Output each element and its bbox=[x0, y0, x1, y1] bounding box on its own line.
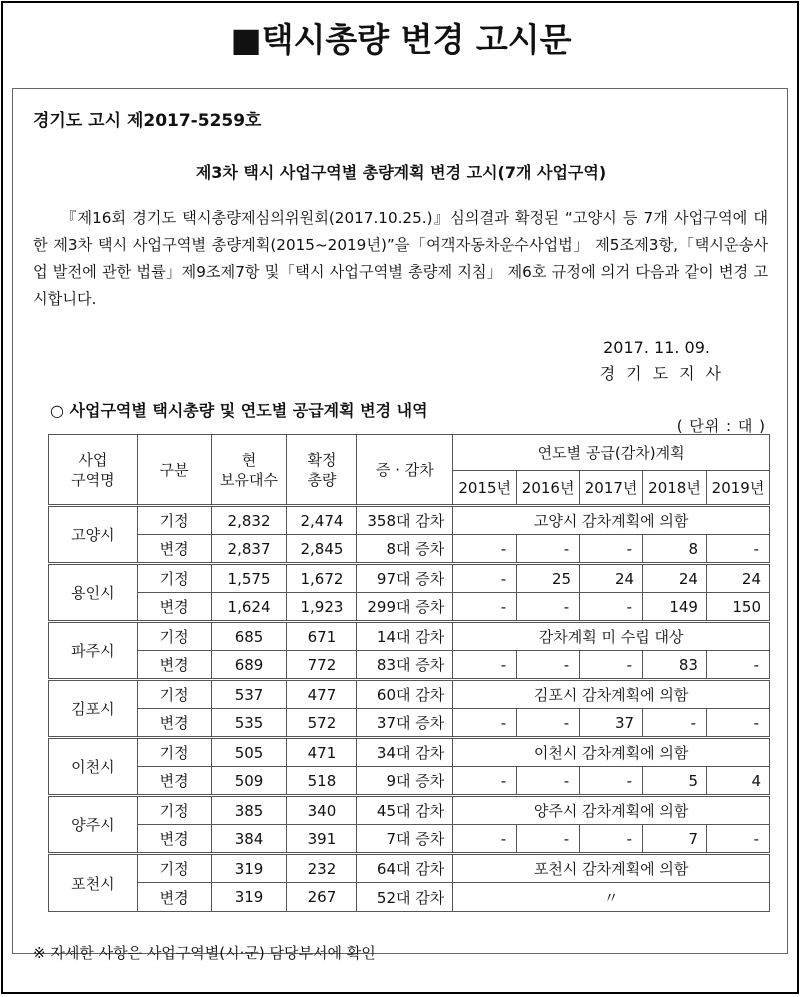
table-row bbox=[49, 593, 770, 622]
change-cell: 358대 감차 bbox=[357, 506, 453, 535]
header-year: 2018년 bbox=[643, 471, 707, 506]
year-plan-cell: - bbox=[453, 709, 517, 738]
change-cell: 299대 증차 bbox=[357, 593, 453, 622]
year-plan-cell: 5 bbox=[643, 767, 707, 796]
plan-note-cell: 이천시 감차계획에 의함 bbox=[453, 738, 770, 767]
year-plan-cell: 149 bbox=[643, 593, 707, 622]
confirmed-total-cell: 572 bbox=[287, 709, 357, 738]
plan-note-cell: 감차계획 미 수립 대상 bbox=[453, 622, 770, 651]
type-cell: 변경 bbox=[137, 883, 211, 912]
type-cell: 변경 bbox=[137, 593, 211, 622]
current-count-cell: 319 bbox=[211, 854, 287, 883]
change-cell: 7대 증차 bbox=[357, 825, 453, 854]
change-cell: 60대 감차 bbox=[357, 680, 453, 709]
change-cell: 34대 감차 bbox=[357, 738, 453, 767]
area-name-cell: 고양시 bbox=[49, 506, 138, 564]
year-plan-cell: - bbox=[453, 825, 517, 854]
header-year: 2015년 bbox=[453, 471, 517, 506]
header-confirmed bbox=[287, 435, 357, 506]
year-plan-cell: - bbox=[453, 767, 517, 796]
unit-label: ( 단위 : 대 ) bbox=[676, 417, 766, 435]
section-heading: ○ 사업구역별 택시총량 및 연도별 공급계획 변경 내역 bbox=[50, 401, 428, 420]
plan-note-cell: 포천시 감차계획에 의함 bbox=[453, 854, 770, 883]
confirmed-total-cell: 232 bbox=[287, 854, 357, 883]
year-plan-cell: - bbox=[517, 593, 580, 622]
confirmed-total-cell: 267 bbox=[287, 883, 357, 912]
year-plan-cell: 83 bbox=[643, 651, 707, 680]
table-row bbox=[49, 738, 770, 767]
current-count-cell: 535 bbox=[211, 709, 287, 738]
year-plan-cell: - bbox=[453, 535, 517, 564]
year-plan-cell: - bbox=[706, 651, 769, 680]
current-count-cell: 1,575 bbox=[211, 564, 287, 593]
area-name-cell: 용인시 bbox=[49, 564, 138, 622]
header-current-line2: 보유대수 bbox=[220, 470, 279, 489]
table-row bbox=[49, 796, 770, 825]
confirmed-total-cell: 1,923 bbox=[287, 593, 357, 622]
table-row bbox=[49, 564, 770, 593]
change-cell: 9대 증차 bbox=[357, 767, 453, 796]
confirmed-total-cell: 1,672 bbox=[287, 564, 357, 593]
year-plan-cell: - bbox=[517, 709, 580, 738]
area-name-cell: 파주시 bbox=[49, 622, 138, 680]
area-name-cell: 양주시 bbox=[49, 796, 138, 854]
year-plan-cell: 7 bbox=[643, 825, 707, 854]
table-row bbox=[49, 709, 770, 738]
type-cell: 변경 bbox=[137, 535, 211, 564]
change-cell: 45대 감차 bbox=[357, 796, 453, 825]
year-plan-cell: 37 bbox=[580, 709, 643, 738]
header-current-line1: 현 bbox=[241, 450, 257, 469]
confirmed-total-cell: 2,845 bbox=[287, 535, 357, 564]
current-count-cell: 689 bbox=[211, 651, 287, 680]
current-count-cell: 384 bbox=[211, 825, 287, 854]
notice-signer: 경기도지사 bbox=[599, 364, 732, 383]
type-cell: 기정 bbox=[137, 622, 211, 651]
confirmed-total-cell: 772 bbox=[287, 651, 357, 680]
year-plan-cell: - bbox=[706, 535, 769, 564]
current-count-cell: 2,837 bbox=[211, 535, 287, 564]
type-cell: 기정 bbox=[137, 854, 211, 883]
year-plan-cell: - bbox=[706, 709, 769, 738]
type-cell: 기정 bbox=[137, 506, 211, 535]
table-row bbox=[49, 854, 770, 883]
confirmed-total-cell: 518 bbox=[287, 767, 357, 796]
table-row bbox=[49, 767, 770, 796]
current-count-cell: 509 bbox=[211, 767, 287, 796]
page-title: ■택시총량 변경 고시문 bbox=[230, 20, 572, 59]
year-plan-cell: - bbox=[517, 651, 580, 680]
year-plan-cell: - bbox=[453, 593, 517, 622]
current-count-cell: 685 bbox=[211, 622, 287, 651]
change-cell: 83대 증차 bbox=[357, 651, 453, 680]
year-plan-cell: - bbox=[580, 535, 643, 564]
notice-date: 2017. 11. 09. bbox=[603, 338, 710, 357]
header-current bbox=[211, 435, 287, 506]
current-count-cell: 2,832 bbox=[211, 506, 287, 535]
year-plan-cell: - bbox=[517, 825, 580, 854]
header-area-line2: 구역명 bbox=[71, 470, 115, 489]
year-plan-cell: - bbox=[706, 825, 769, 854]
header-plan: 연도별 공급(감차)계획 bbox=[453, 435, 770, 471]
year-plan-cell: - bbox=[580, 593, 643, 622]
header-area-line1: 사업 bbox=[78, 450, 108, 469]
confirmed-total-cell: 340 bbox=[287, 796, 357, 825]
table-row bbox=[49, 506, 770, 535]
notice-body bbox=[33, 205, 768, 313]
change-cell: 64대 감차 bbox=[357, 854, 453, 883]
current-count-cell: 537 bbox=[211, 680, 287, 709]
header-area bbox=[49, 435, 138, 506]
confirmed-total-cell: 391 bbox=[287, 825, 357, 854]
current-count-cell: 505 bbox=[211, 738, 287, 767]
plan-note-cell: 김포시 감차계획에 의함 bbox=[453, 680, 770, 709]
header-year: 2016년 bbox=[517, 471, 580, 506]
header-year: 2017년 bbox=[580, 471, 643, 506]
year-plan-cell: - bbox=[517, 767, 580, 796]
year-plan-cell: 24 bbox=[706, 564, 769, 593]
year-plan-cell: 25 bbox=[517, 564, 580, 593]
type-cell: 기정 bbox=[137, 564, 211, 593]
notice-subtitle: 제3차 택시 사업구역별 총량계획 변경 고시(7개 사업구역) bbox=[195, 163, 607, 182]
table-row bbox=[49, 651, 770, 680]
confirmed-total-cell: 671 bbox=[287, 622, 357, 651]
header-confirmed-line1: 확정 bbox=[307, 450, 337, 469]
table-row bbox=[49, 883, 770, 912]
year-plan-cell: 150 bbox=[706, 593, 769, 622]
area-name-cell: 이천시 bbox=[49, 738, 138, 796]
year-plan-cell: 24 bbox=[580, 564, 643, 593]
type-cell: 변경 bbox=[137, 825, 211, 854]
change-cell: 8대 증차 bbox=[357, 535, 453, 564]
current-count-cell: 319 bbox=[211, 883, 287, 912]
current-count-cell: 385 bbox=[211, 796, 287, 825]
type-cell: 변경 bbox=[137, 767, 211, 796]
plan-note-cell: 〃 bbox=[453, 883, 770, 912]
type-cell: 기정 bbox=[137, 680, 211, 709]
change-cell: 97대 증차 bbox=[357, 564, 453, 593]
change-cell: 52대 감차 bbox=[357, 883, 453, 912]
change-cell: 14대 감차 bbox=[357, 622, 453, 651]
header-change: 증 · 감차 bbox=[357, 435, 453, 506]
year-plan-cell: 24 bbox=[643, 564, 707, 593]
table-body bbox=[49, 506, 770, 912]
type-cell: 기정 bbox=[137, 738, 211, 767]
current-count-cell: 1,624 bbox=[211, 593, 287, 622]
footnote: ※ 자세한 사항은 사업구역별(시·군) 담당부서에 확인 bbox=[33, 944, 376, 962]
confirmed-total-cell: 2,474 bbox=[287, 506, 357, 535]
plan-note-cell: 고양시 감차계획에 의함 bbox=[453, 506, 770, 535]
notice-number: 경기도 고시 제2017-5259호 bbox=[33, 111, 262, 131]
header-year: 2019년 bbox=[706, 471, 769, 506]
table-row bbox=[49, 622, 770, 651]
year-plan-cell: - bbox=[453, 564, 517, 593]
header-type: 구분 bbox=[137, 435, 211, 506]
table-row bbox=[49, 825, 770, 854]
table-row bbox=[49, 680, 770, 709]
area-name-cell: 포천시 bbox=[49, 854, 138, 912]
year-plan-cell: 4 bbox=[706, 767, 769, 796]
type-cell: 기정 bbox=[137, 796, 211, 825]
confirmed-total-cell: 471 bbox=[287, 738, 357, 767]
year-plan-cell: 8 bbox=[643, 535, 707, 564]
notice-body-paragraph: 『제16회 경기도 택시총량제심의위원회(2017.10.25.)』심의결과 확정된 “고양시 등 7개 사업구역에 대한 제3차 택시 사업구역별 총량계획(2015~2019년)”을「여객자동차운수사업법」 제5조제3항,「택시운송사업 발전에 관한 법률」제9조제7항 및「택시 사업구역별 총량제 지침」 제6호 규정에 의거 다음과 같이 변경 고시합니다. bbox=[33, 209, 768, 308]
change-cell: 37대 증차 bbox=[357, 709, 453, 738]
header-confirmed-line2: 총량 bbox=[307, 470, 337, 489]
year-plan-cell: - bbox=[643, 709, 707, 738]
area-name-cell: 김포시 bbox=[49, 680, 138, 738]
year-plan-cell: - bbox=[580, 767, 643, 796]
type-cell: 변경 bbox=[137, 709, 211, 738]
taxi-quota-table bbox=[48, 434, 770, 912]
plan-note-cell: 양주시 감차계획에 의함 bbox=[453, 796, 770, 825]
year-plan-cell: - bbox=[517, 535, 580, 564]
year-plan-cell: - bbox=[580, 651, 643, 680]
year-plan-cell: - bbox=[453, 651, 517, 680]
confirmed-total-cell: 477 bbox=[287, 680, 357, 709]
year-plan-cell: - bbox=[580, 825, 643, 854]
type-cell: 변경 bbox=[137, 651, 211, 680]
table-row bbox=[49, 535, 770, 564]
